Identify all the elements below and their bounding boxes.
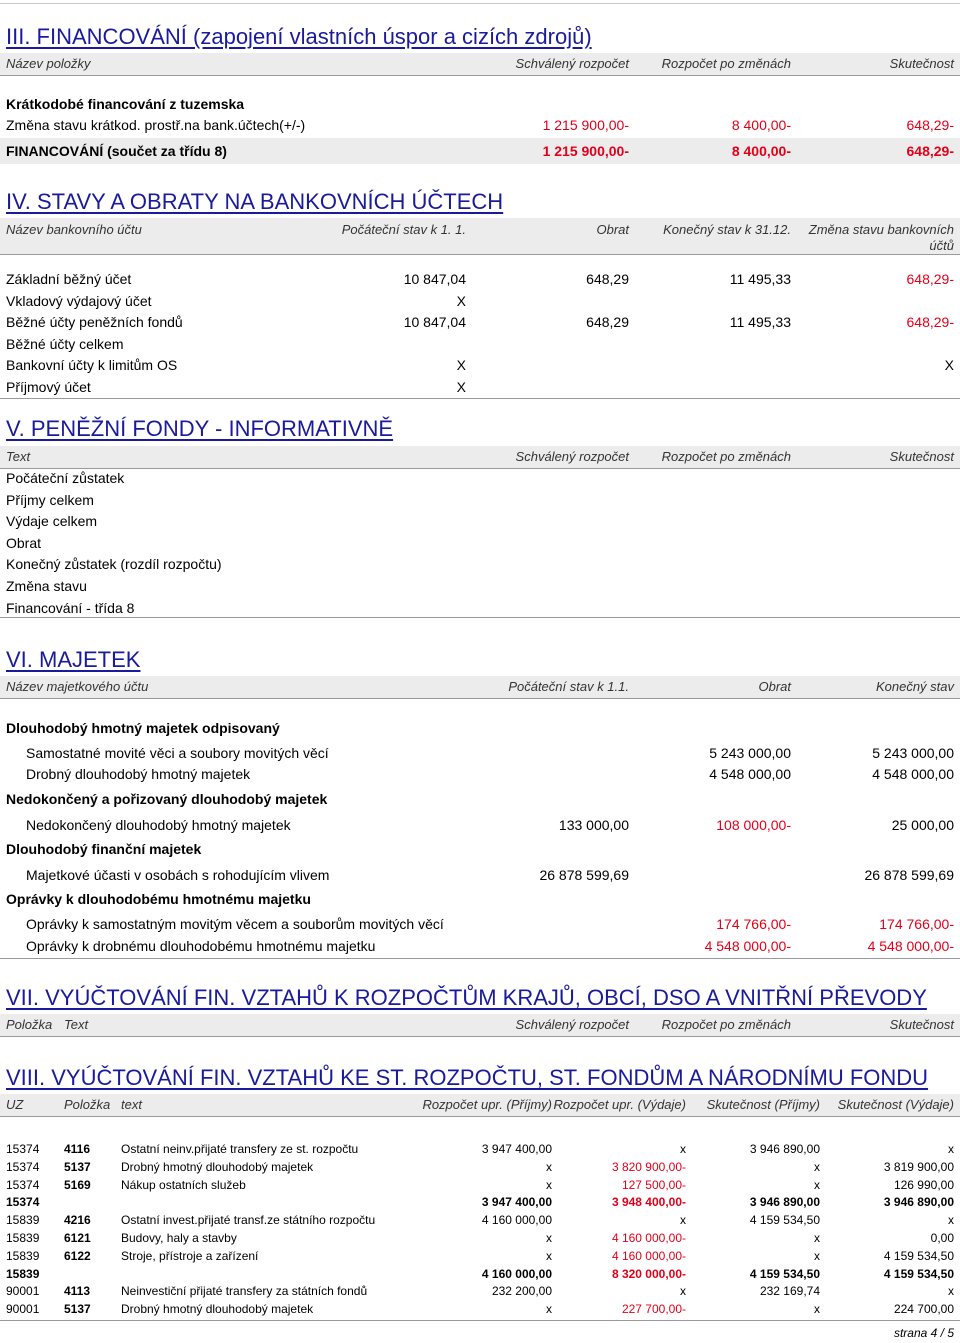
header-bar-regional [0,1014,960,1036]
asset-group-title: Nedokončený a pořizovaný dlouhodobý majetek [6,791,328,807]
state-value: 126 990,00 [893,1177,954,1192]
state-value: x [680,1284,686,1299]
state-value: x [814,1248,820,1263]
asset-value: 26 878 599,69 [539,867,629,883]
uz-code: 90001 [6,1284,40,1299]
state-value: 3 946 890,00 [749,1142,820,1156]
header-cell: Obrat [596,222,629,237]
bank-value: X [456,379,466,395]
section-title-funds: V. PENĚŽNÍ FONDY - INFORMATIVNĚ [6,416,394,441]
fund-row-label: Příjmy celkem [6,491,94,508]
state-value: 3 820 900,00- [611,1159,686,1174]
asset-value: 4 548 000,00 [872,766,954,782]
header-cell: Název bankovního účtu [6,222,142,237]
bank-account-name: Bankovní účty k limitům OS [6,357,178,374]
state-value: x [814,1231,820,1245]
state-value: x [948,1213,954,1228]
state-value: x [948,1284,954,1299]
header-cell: Počáteční stav k 1. 1. [341,222,466,237]
state-value: 127 500,00- [621,1177,686,1192]
header-cell: Rozpočet po změnách [661,1017,791,1032]
section-title-state-transfers: VIII. VYÚČTOVÁNÍ FIN. VZTAHŮ KE ST. ROZPOČTU, ST. FONDŮM A NÁRODNÍMU FONDU [6,1065,929,1090]
asset-value: 133 000,00 [558,817,629,833]
item-code: 5137 [64,1302,91,1317]
uz-code: 15374 [6,1177,40,1192]
group-label: Krátkodobé financování z tuzemska [6,96,245,112]
bank-value: 11 495,33 [729,314,791,331]
state-value: x [546,1231,552,1245]
header-cell: text [121,1097,142,1112]
asset-value: 5 243 000,00 [709,745,791,761]
item-code: 6122 [64,1248,91,1263]
state-value: x [814,1159,820,1174]
bank-value: 648,29- [906,271,954,287]
fund-row-label: Financování - třída 8 [6,599,135,616]
item-text: Ostatní invest.přijaté transf.ze státního rozpočtu [121,1213,376,1228]
state-value: 0,00 [930,1231,954,1245]
bank-value: 10 847,04 [403,271,466,287]
total-value: 8 400,00- [731,143,791,159]
uz-code: 90001 [6,1302,40,1317]
bank-account-name: Příjmový účet [6,379,91,395]
section-end-line [0,958,960,959]
section-title-regional-transfers: VII. VYÚČTOVÁNÍ FIN. VZTAHŮ K ROZPOČTŮM KRAJŮ, OBCÍ, DSO A VNITŘNÍ PŘEVODY [6,985,927,1010]
header-cell: Schválený rozpočet [515,1017,629,1032]
header-cell: Rozpočet po změnách [661,449,791,464]
uz-code: 15374 [6,1195,40,1210]
header-cell: Obrat [758,679,791,694]
asset-item-label: Nedokončený dlouhodobý hmotný majetek [26,817,291,833]
item-code: 4113 [64,1284,91,1299]
total-label: FINANCOVÁNÍ (součet za třídu 8) [6,143,227,159]
state-value: 4 159 534,50 [749,1213,820,1228]
asset-item-label: Oprávky k samostatným movitým věcem a souborům movitých věcí [26,916,444,932]
state-value: 227 700,00- [621,1302,686,1317]
header-cell: Skutečnost [889,449,954,464]
state-value: 224 700,00 [893,1302,954,1317]
asset-item-label: Majetkové účasti v osobách s rohodujícím vlivem [26,867,330,883]
item-code: 6121 [64,1231,91,1245]
header-cell: účtů [929,238,954,253]
uz-code: 15839 [6,1231,40,1245]
header-cell: Položka [6,1017,53,1032]
header-cell: Název položky [6,56,91,71]
fund-row-label: Konečný zůstatek (rozdíl rozpočtu) [6,556,222,573]
state-value: x [948,1142,954,1156]
header-cell: Konečný stav k 31.12. [663,222,791,237]
asset-value: 174 766,00- [716,916,791,932]
state-value: 8 320 000,00- [611,1266,686,1281]
state-value: 4 159 534,50 [883,1248,954,1263]
state-value: x [814,1177,820,1192]
header-cell: Konečný stav [875,679,954,694]
item-code: 5137 [64,1159,91,1174]
total-value: 1 215 900,00- [542,143,629,159]
header-underline [0,468,960,469]
uz-code: 15839 [6,1248,40,1263]
uz-code: 15374 [6,1142,40,1156]
section-title-assets: VI. MAJETEK [6,647,141,672]
fund-row-label: Výdaje celkem [6,513,98,530]
item-text: Budovy, haly a stavby [121,1231,237,1245]
item-text: Drobný hmotný dlouhodobý majetek [121,1302,314,1317]
bank-account-name: Běžné účty peněžních fondů [6,314,183,331]
state-value: 4 160 000,00- [611,1231,686,1245]
asset-item-label: Drobný dlouhodobý hmotný majetek [26,766,251,782]
bank-account-name: Běžné účty celkem [6,335,124,352]
header-cell: Název majetkového účtu [6,679,149,694]
state-value: 3 946 890,00 [749,1195,820,1210]
asset-item-label: Samostatné movité věci a soubory movitých věcí [26,745,329,761]
item-text: Drobný hmotný dlouhodobý majetek [121,1159,314,1174]
section-title-bank-accounts: IV. STAVY A OBRATY NA BANKOVNÍCH ÚČTECH [6,189,504,214]
item-code: 5169 [64,1177,91,1192]
state-value: 3 948 400,00- [611,1195,686,1210]
header-bar-financovani [0,53,960,75]
state-value: 4 159 534,50 [883,1266,954,1281]
fund-row-label: Obrat [6,534,42,551]
total-value: 648,29- [906,143,954,159]
asset-value: 4 548 000,00- [867,938,954,954]
state-value: 4 160 000,00- [611,1248,686,1263]
value-cell: 648,29- [906,117,954,133]
state-value: 3 946 890,00 [883,1195,954,1210]
header-cell: Rozpočet upr. (Výdaje) [553,1097,686,1112]
table-end-line [0,1320,960,1321]
header-underline [0,75,960,76]
item-text: Stroje, přístroje a zařízení [121,1248,259,1263]
uz-code: 15839 [6,1266,40,1281]
header-cell: Skutečnost (Výdaje) [837,1097,954,1112]
header-cell: Text [6,449,31,464]
header-cell: Skutečnost [889,56,954,71]
header-cell: Změna stavu bankovních [808,222,954,237]
top-rule [0,3,960,4]
state-value: 3 947 400,00 [481,1142,552,1156]
state-value: x [546,1248,552,1263]
state-value: x [546,1177,552,1192]
header-underline [0,1116,960,1117]
asset-value: 25 000,00 [891,817,954,833]
bank-value: X [944,357,954,374]
item-text: Ostatní neinv.přijaté transfery ze st. rozpočtu [121,1142,359,1156]
section-end-line [0,398,960,399]
header-cell: UZ [6,1097,24,1112]
header-cell: Rozpočet po změnách [661,56,791,71]
header-cell: Skutečnost (Příjmy) [706,1097,820,1112]
asset-group-title: Dlouhodobý finanční majetek [6,841,202,857]
item-text: Nákup ostatních služeb [121,1177,246,1192]
state-value: 4 160 000,00 [481,1213,552,1228]
header-cell: Schválený rozpočet [515,56,629,71]
uz-code: 15839 [6,1213,40,1228]
bank-value: X [456,357,466,374]
value-cell: 1 215 900,00- [542,117,629,133]
page-number: strana 4 / 5 [893,1326,954,1340]
header-underline [0,698,960,699]
state-value: 232 200,00 [491,1284,552,1299]
header-cell: Počáteční stav k 1.1. [508,679,629,694]
item-code: 4216 [64,1213,91,1228]
asset-value: 108 000,00- [716,817,791,833]
section-title-financovani: III. FINANCOVÁNÍ (zapojení vlastních úspor a cizích zdrojů) [6,24,592,49]
bank-value: X [456,292,466,309]
state-value: 4 160 000,00 [481,1266,552,1281]
fund-row-label: Počáteční zůstatek [6,470,125,486]
header-bar-funds [0,446,960,468]
header-cell: Text [64,1017,89,1032]
asset-group-title: Oprávky k dlouhodobému hmotnému majetku [6,891,311,907]
bank-value: 648,29 [586,314,629,331]
value-cell: 8 400,00- [731,117,791,133]
asset-group-title: Dlouhodobý hmotný majetek odpisovaný [6,720,280,736]
bank-value: 11 495,33 [729,271,791,287]
state-value: x [546,1159,552,1174]
row-label: Změna stavu krátkod. prostř.na bank.účtech(+/-) [6,117,306,133]
bank-value: 10 847,04 [403,314,466,331]
state-value: 3 819 900,00 [883,1159,954,1174]
state-value: x [680,1142,686,1156]
bank-account-name: Základní běžný účet [6,271,132,287]
asset-value: 4 548 000,00 [709,766,791,782]
section-end-line [0,617,960,618]
asset-value: 174 766,00- [879,916,954,932]
state-value: 4 159 534,50 [749,1266,820,1281]
header-underline [0,1036,960,1037]
asset-value: 26 878 599,69 [864,867,954,883]
header-cell: Schválený rozpočet [515,449,629,464]
fund-row-label: Změna stavu [6,578,87,594]
header-underline [0,254,960,255]
bank-value: 648,29 [586,271,629,287]
asset-item-label: Oprávky k drobnému dlouhodobému hmotnému majetku [26,938,376,954]
header-cell: Rozpočet upr. (Příjmy) [422,1097,552,1112]
bank-account-name: Vkladový výdajový účet [6,292,152,309]
state-value: 3 947 400,00 [481,1195,552,1210]
header-cell: Skutečnost [889,1017,954,1032]
item-text: Neinvestiční přijaté transfery za státních fondů [121,1284,368,1299]
state-value: x [680,1213,686,1228]
state-value: 232 169,74 [759,1284,820,1299]
bank-value: 648,29- [906,314,954,331]
asset-value: 5 243 000,00 [872,745,954,761]
state-value: x [546,1302,552,1317]
state-value: x [814,1302,820,1317]
item-code: 4116 [64,1142,91,1156]
header-cell: Položka [64,1097,111,1112]
asset-value: 4 548 000,00- [704,938,791,954]
uz-code: 15374 [6,1159,40,1174]
